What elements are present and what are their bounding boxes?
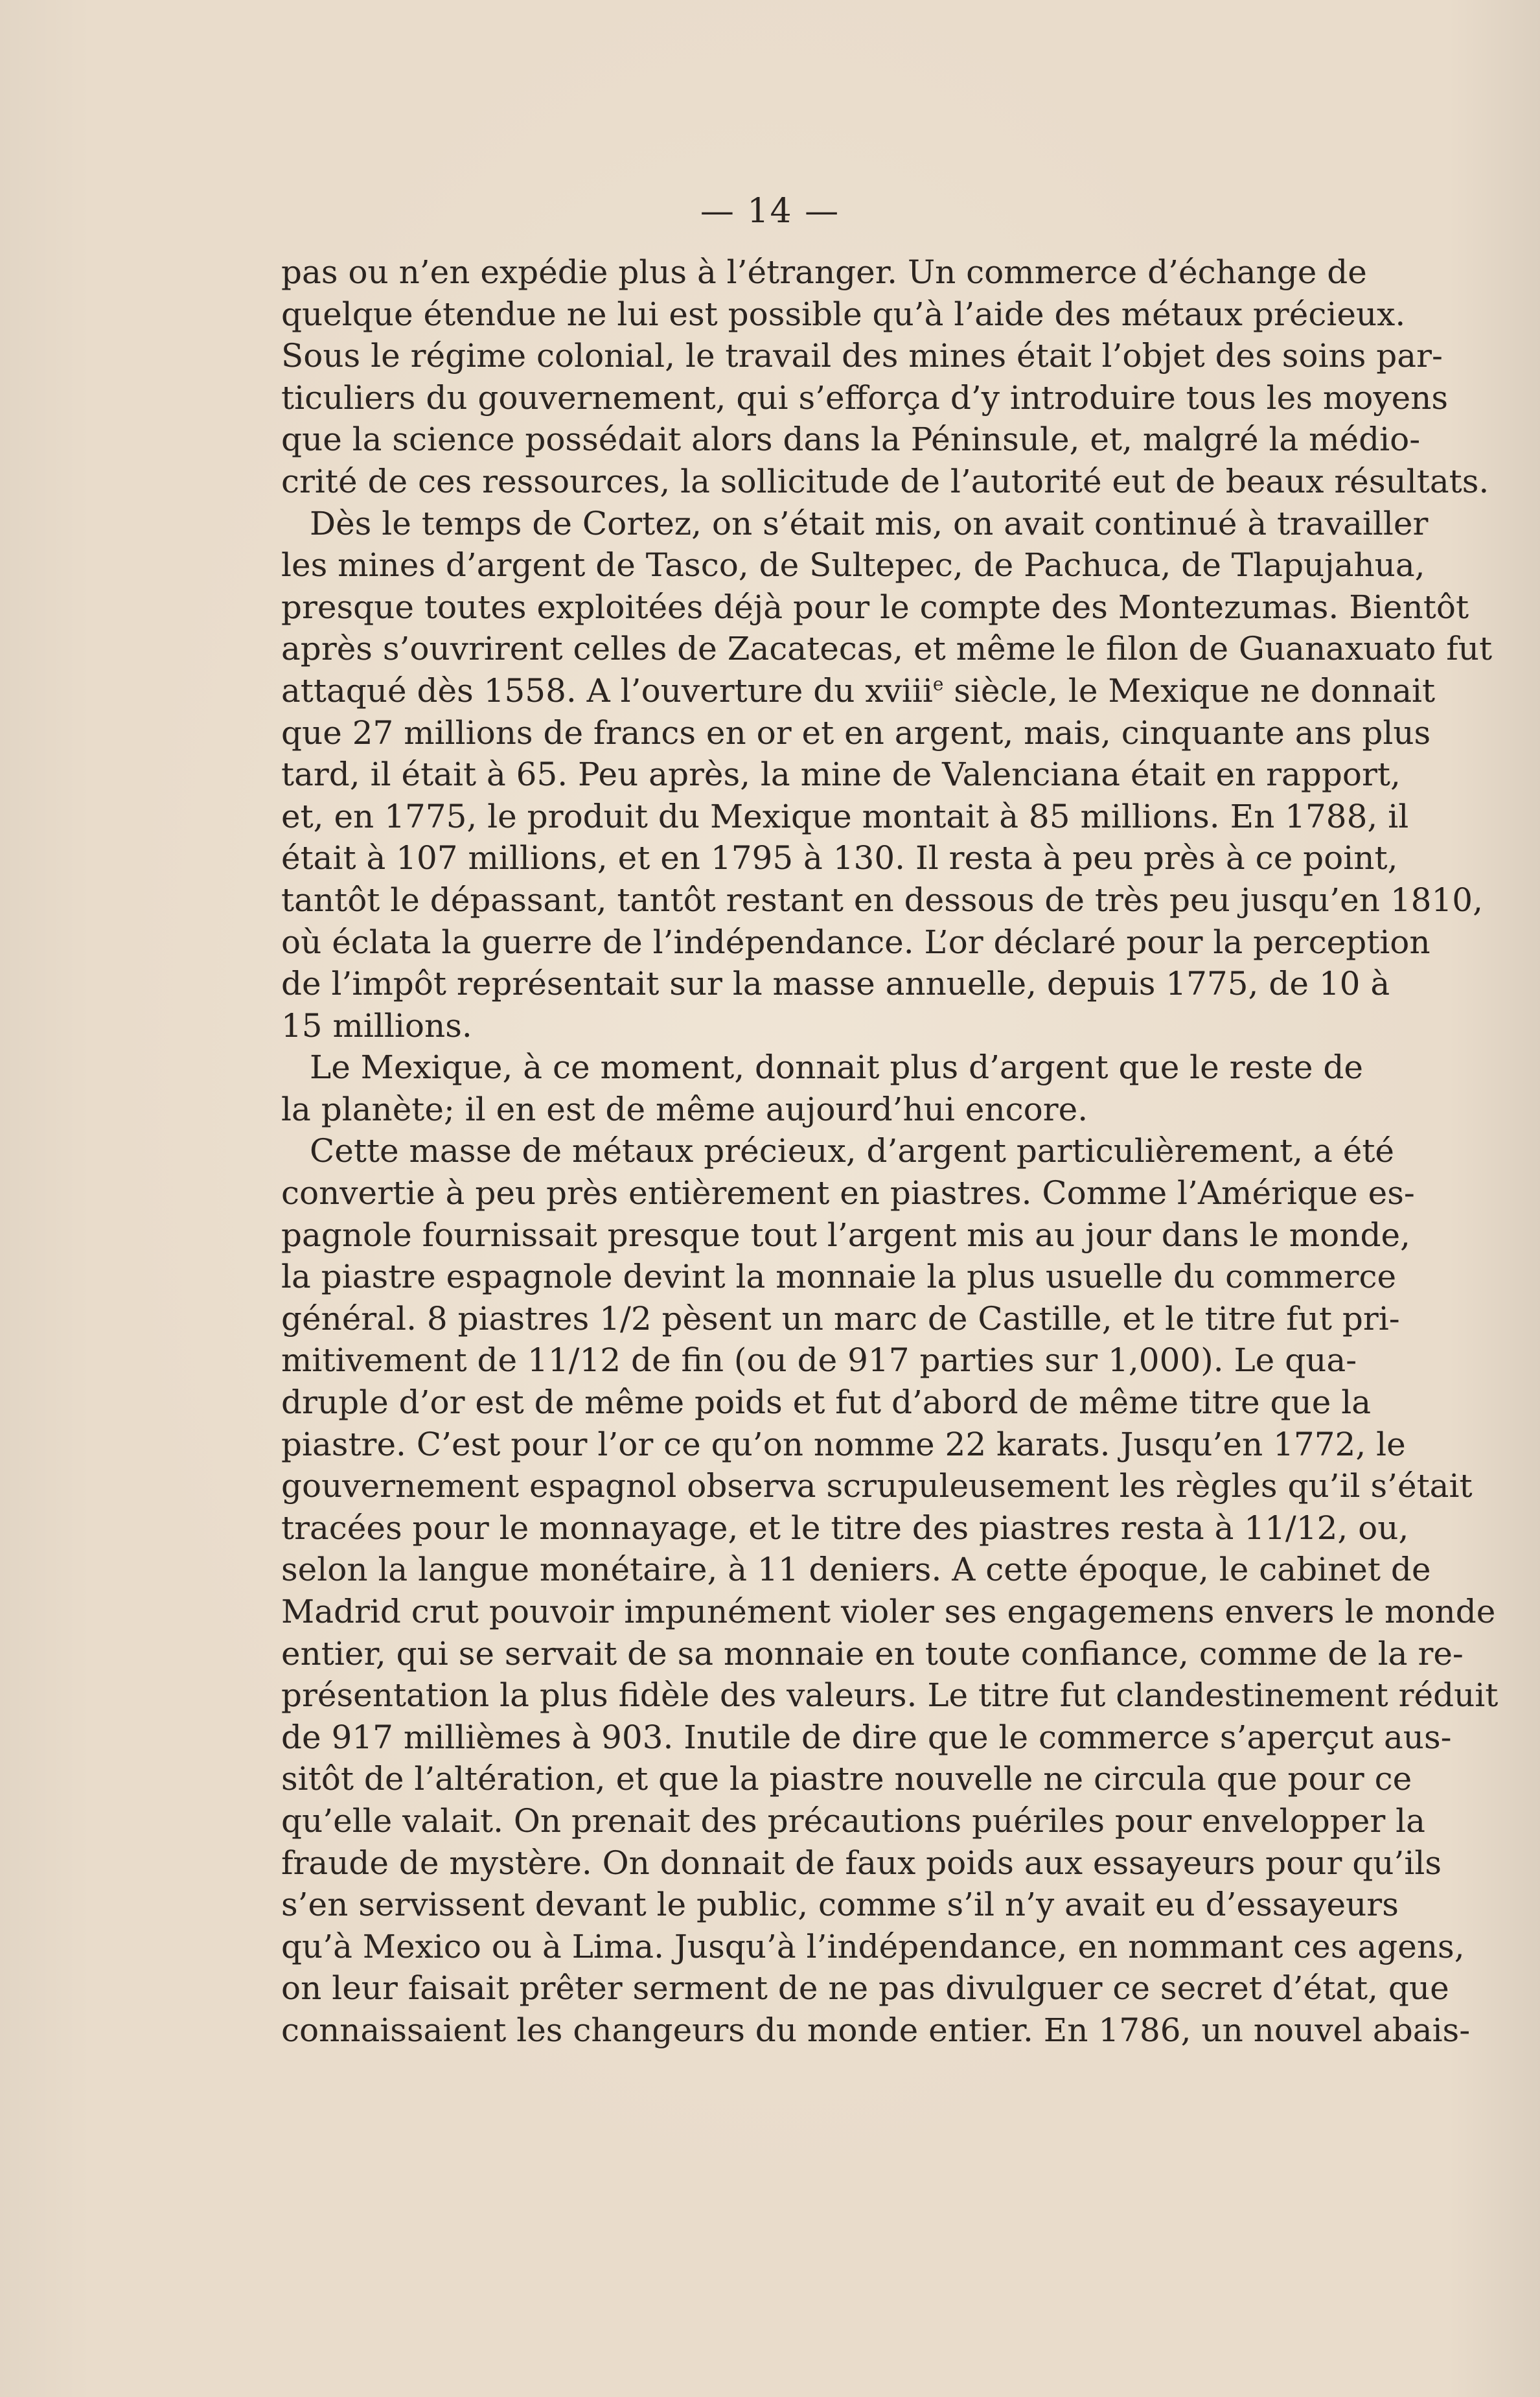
text-line: la planète; il en est de même aujourd’hui encore. bbox=[281, 1090, 1088, 1128]
body-text bbox=[281, 251, 1499, 2052]
text-line: crité de ces ressources, la sollicitude de l’autorité eut de beaux résultats. bbox=[281, 462, 1489, 500]
text-line: après s’ouvrirent celles de Zacatecas, et même le filon de Guanaxuato fut bbox=[281, 630, 1493, 668]
text-line: Sous le régime colonial, le travail des mines était l’objet des soins par- bbox=[281, 337, 1443, 375]
text-line: entier, qui se servait de sa monnaie en toute confiance, comme de la re- bbox=[281, 1634, 1464, 1673]
text-line: selon la langue monétaire, à 11 deniers. A cette époque, le cabinet de bbox=[281, 1551, 1431, 1589]
text-line: était à 107 millions, et en 1795 à 130. Il resta à peu près à ce point, bbox=[281, 839, 1398, 877]
text-line: on leur faisait prêter serment de ne pas divulguer ce secret d’état, que bbox=[281, 1969, 1449, 2008]
text-line-with-superscript bbox=[281, 670, 1436, 712]
text-line: connaissaient les changeurs du monde entier. En 1786, un nouvel abais- bbox=[281, 2011, 1471, 2049]
text-line: druple d’or est de même poids et fut d’abord de même titre que la bbox=[281, 1384, 1372, 1422]
text-line: de 917 millièmes à 903. Inutile de dire que le commerce s’aperçut aus- bbox=[281, 1718, 1452, 1756]
text-line: 15 millions. bbox=[281, 1006, 472, 1045]
text-line: pagnole fournissait presque tout l’argent mis au jour dans le monde, bbox=[281, 1216, 1410, 1254]
text-line: où éclata la guerre de l’indépendance. L’or déclaré pour la perception bbox=[281, 923, 1431, 961]
text-fragment: siècle, le Mexique ne donnait bbox=[943, 671, 1436, 710]
text-line: et, en 1775, le produit du Mexique montait à 85 millions. En 1788, il bbox=[281, 797, 1409, 835]
text-fragment: attaqué dès 1558. A l’ouverture du xviii bbox=[281, 671, 933, 710]
text-line: Dès le temps de Cortez, on s’était mis, on avait continué à travailler bbox=[310, 504, 1429, 542]
text-line: qu’elle valait. On prenait des précautions puériles pour envelopper la bbox=[281, 1801, 1425, 1840]
text-line: presque toutes exploitées déjà pour le compte des Montezumas. Bientôt bbox=[281, 588, 1469, 626]
page-number: — 14 — bbox=[700, 192, 840, 231]
superscript: e bbox=[932, 673, 944, 695]
text-line: que la science possédait alors dans la Péninsule, et, malgré la médio- bbox=[281, 421, 1421, 459]
text-line: piastre. C’est pour l’or ce qu’on nomme 22 karats. Jusqu’en 1772, le bbox=[281, 1425, 1406, 1463]
text-line: s’en servissent devant le public, comme s’il n’y avait eu d’essayeurs bbox=[281, 1886, 1399, 1924]
text-line: Le Mexique, à ce moment, donnait plus d’argent que le reste de bbox=[310, 1048, 1363, 1087]
text-line: quelque étendue ne lui est possible qu’à l’aide des métaux précieux. bbox=[281, 295, 1406, 333]
text-line: pas ou n’en expédie plus à l’étranger. Un commerce d’échange de bbox=[281, 253, 1367, 291]
text-line: qu’à Mexico ou à Lima. Jusqu’à l’indépendance, en nommant ces agens, bbox=[281, 1927, 1465, 1965]
text-line: que 27 millions de francs en or et en argent, mais, cinquante ans plus bbox=[281, 713, 1431, 752]
text-line: Cette masse de métaux précieux, d’argent particulièrement, a été bbox=[310, 1132, 1395, 1170]
text-line: sitôt de l’altération, et que la piastre nouvelle ne circula que pour ce bbox=[281, 1760, 1412, 1798]
text-line: mitivement de 11/12 de fin (ou de 917 parties sur 1,000). Le qua- bbox=[281, 1341, 1357, 1380]
text-line: présentation la plus fidèle des valeurs. Le titre fut clandestinement réduit bbox=[281, 1676, 1499, 1715]
text-line: fraude de mystère. On donnait de faux poids aux essayeurs pour qu’ils bbox=[281, 1844, 1442, 1882]
text-line: convertie à peu près entièrement en piastres. Comme l’Amérique es- bbox=[281, 1174, 1415, 1212]
text-line: tantôt le dépassant, tantôt restant en dessous de très peu jusqu’en 1810, bbox=[281, 881, 1483, 919]
text-line: tracées pour le monnayage, et le titre des piastres resta à 11/12, ou, bbox=[281, 1509, 1409, 1547]
text-line: la piastre espagnole devint la monnaie la plus usuelle du commerce bbox=[281, 1258, 1397, 1296]
text-line: tard, il était à 65. Peu après, la mine de Valenciana était en rapport, bbox=[281, 756, 1401, 794]
text-line: gouvernement espagnol observa scrupuleusement les règles qu’il s’était bbox=[281, 1467, 1473, 1505]
text-line: Madrid crut pouvoir impunément violer ses engagemens envers le monde bbox=[281, 1593, 1496, 1630]
text-line: les mines d’argent de Tasco, de Sultepec, de Pachuca, de Tlapujahua, bbox=[281, 546, 1425, 585]
text-line: général. 8 piastres 1/2 pèsent un marc de Castille, et le titre fut pri- bbox=[281, 1299, 1400, 1337]
text-line: ticuliers du gouvernement, qui s’efforça d’y introduire tous les moyens bbox=[281, 378, 1449, 417]
text-line: de l’impôt représentait sur la masse annuelle, depuis 1775, de 10 à bbox=[281, 965, 1390, 1003]
